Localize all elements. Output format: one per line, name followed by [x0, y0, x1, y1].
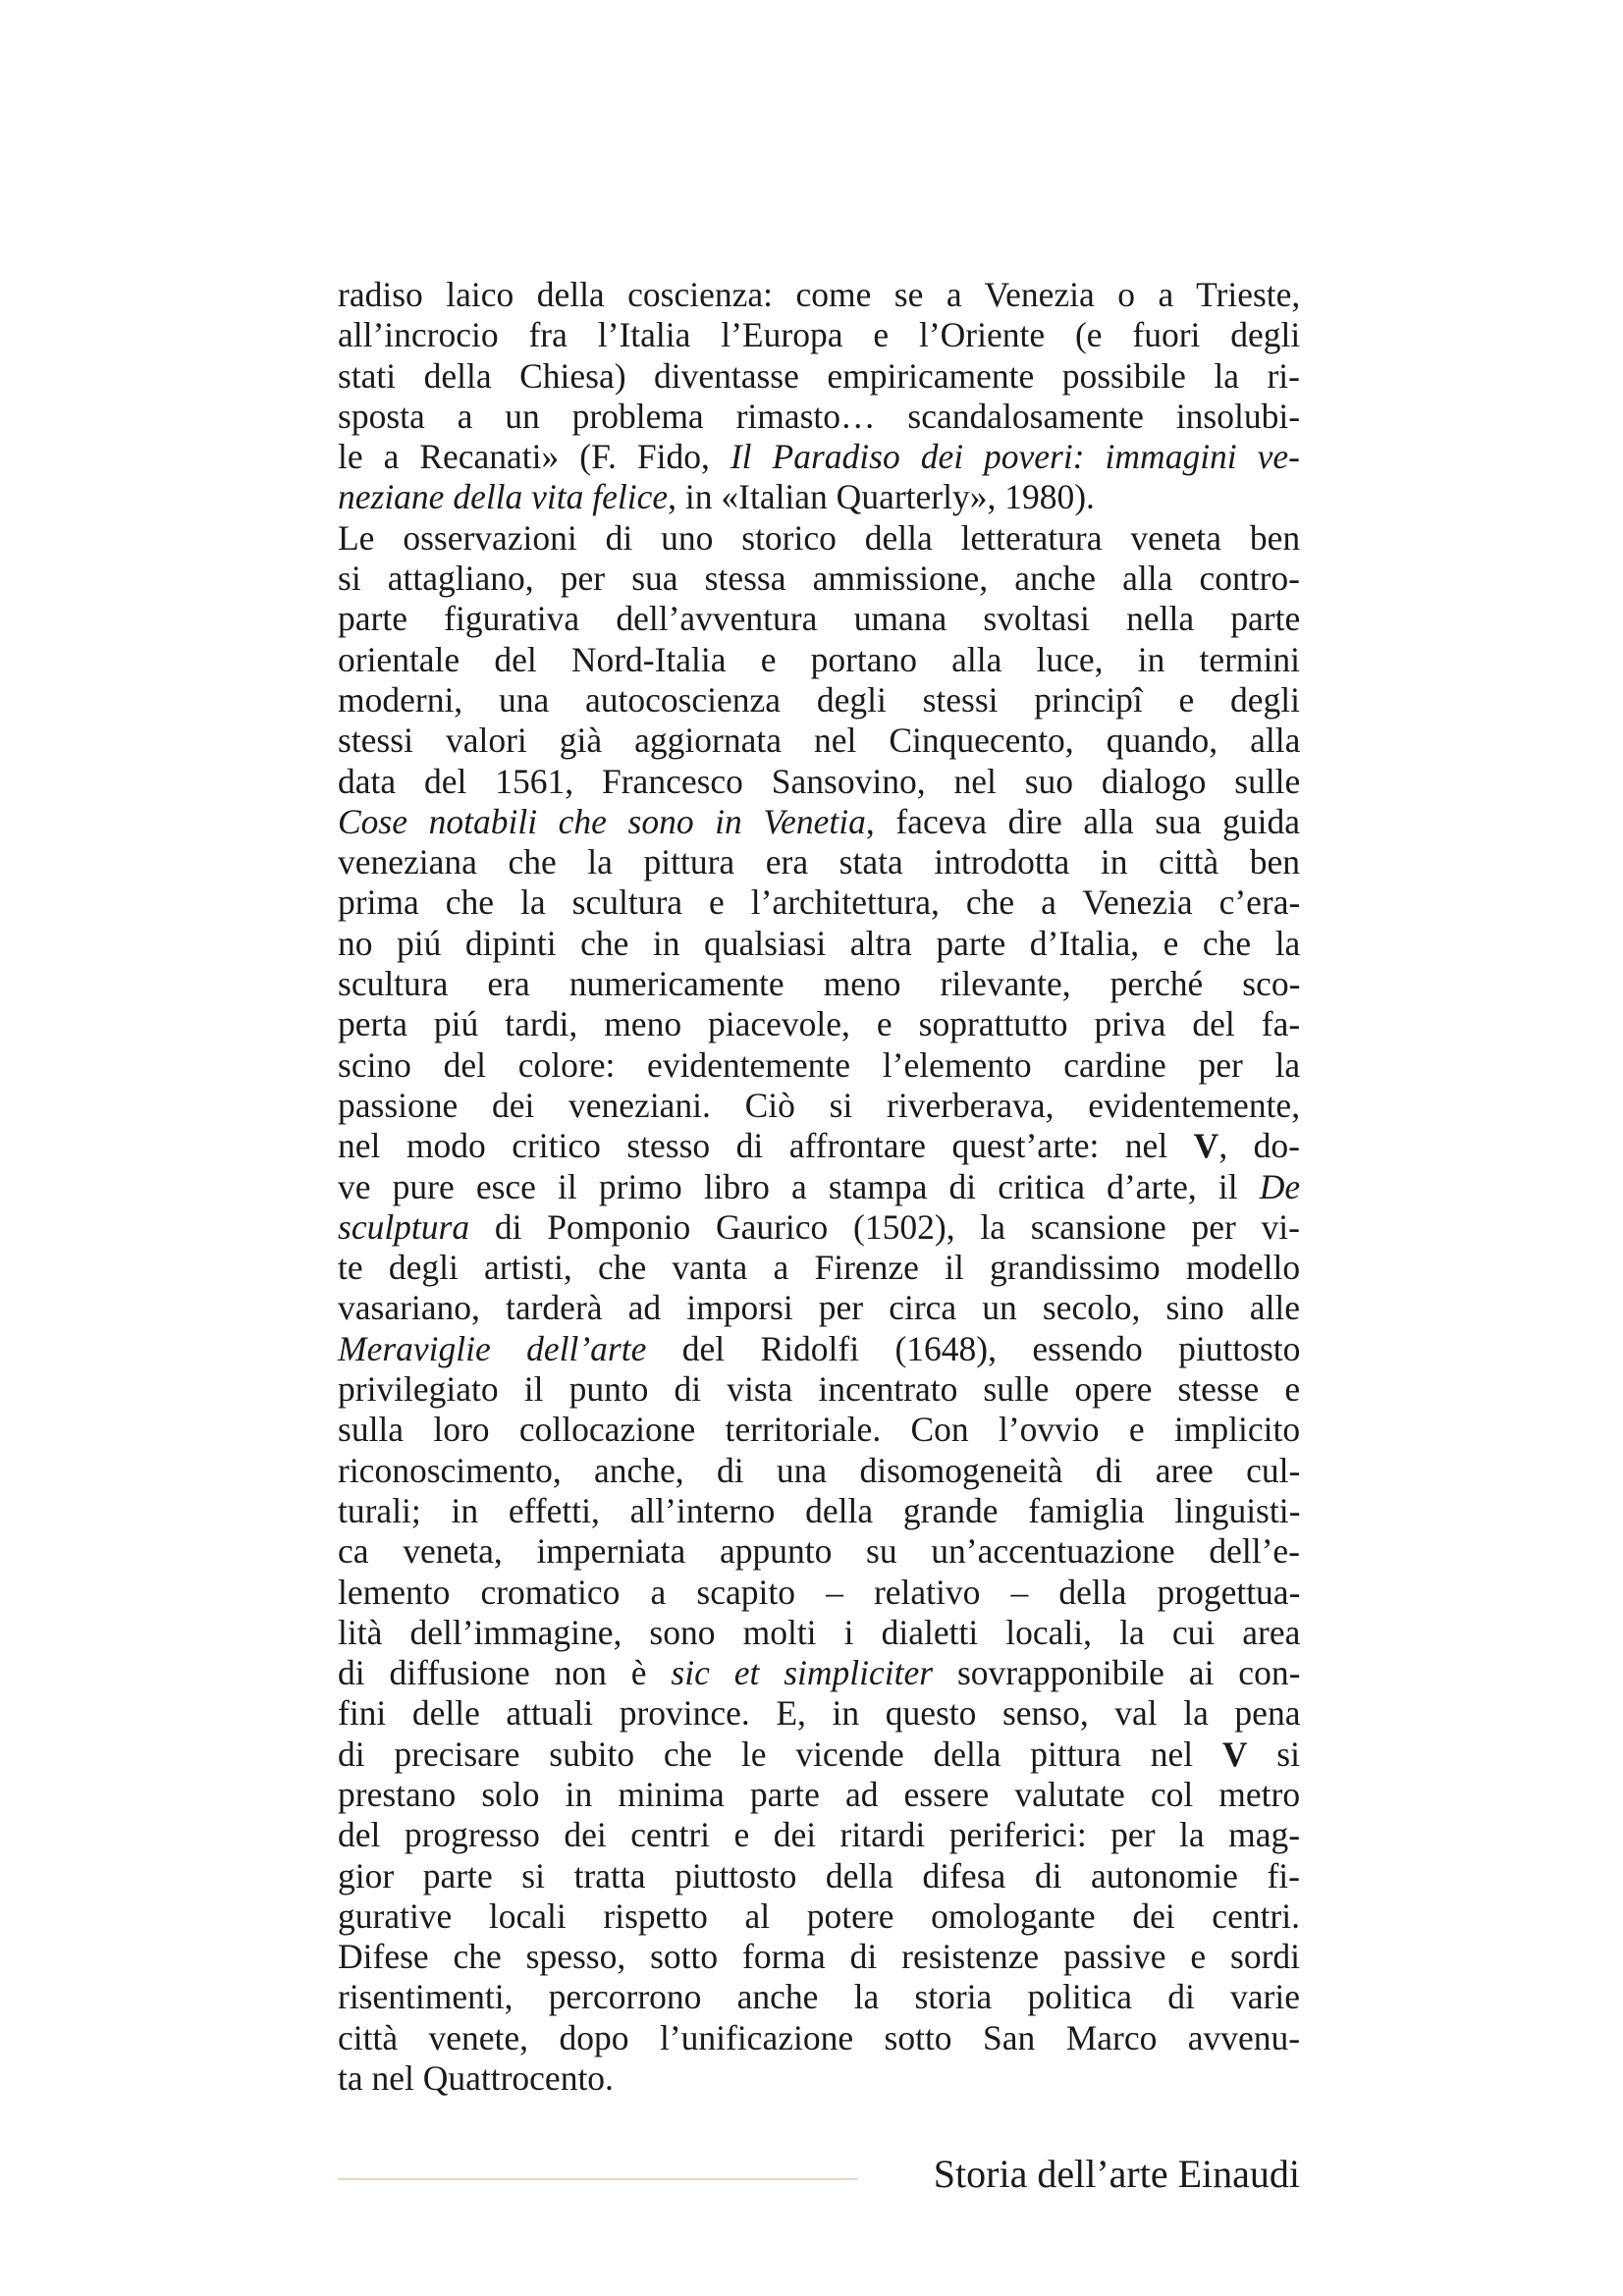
text-run: scino del colore: evidentemente l’elemento cardine per la	[338, 1044, 1301, 1085]
text-run: di precisare subito che le vicende della pittura nel	[338, 1734, 1222, 1774]
text-run: moderni, una autocoscienza degli stessi principî e degli	[338, 679, 1300, 720]
text-line	[338, 1004, 1300, 1044]
italic-text: neziane della vita felice	[338, 477, 669, 517]
text-line	[338, 1653, 1300, 1693]
text-run: radiso laico della coscienza: come se a Venezia o a Trieste,	[338, 275, 1301, 314]
text-line	[338, 842, 1300, 882]
footer-rule	[338, 2178, 858, 2180]
text-line	[338, 275, 1300, 315]
text-line	[338, 1815, 1300, 1855]
text-line	[338, 1369, 1300, 1410]
text-run: gurative locali rispetto al potere omologante dei centri.	[338, 1896, 1300, 1936]
text-line	[338, 802, 1300, 842]
footer-title: Storia dell’arte Einaudi	[933, 2152, 1300, 2196]
text-line	[338, 1086, 1300, 1126]
text-run: , in «Italian Quarterly», 1980).	[668, 477, 1095, 517]
italic-text: sic et simpliciter	[671, 1653, 934, 1693]
text-run: ta nel Quattrocento.	[338, 2058, 614, 2099]
text-run: turali; in effetti, all’interno della grande famiglia linguisti-	[338, 1490, 1301, 1530]
text-run: gior parte si tratta piuttosto della difesa di autonomie fi-	[338, 1855, 1300, 1896]
text-run: sulla loro collocazione territoriale. Con l’ovvio e implicito	[338, 1410, 1301, 1450]
text-run: prima che la scultura e l’architettura, che a Venezia c’era-	[338, 882, 1301, 923]
text-run: stessi valori già aggiornata nel Cinquecento, quando, alla	[338, 721, 1301, 761]
text-run: nel modo critico stesso di affrontare quest’arte: nel	[338, 1126, 1194, 1166]
text-run: all’incrocio fra l’Italia l’Europa e l’Oriente (e fuori degli	[338, 315, 1301, 355]
italic-text: De	[1259, 1166, 1301, 1206]
text-run: del Ridolfi (1648), essendo piuttosto	[646, 1328, 1301, 1368]
text-run: città venete, dopo l’unificazione sotto San Marco avvenu-	[338, 2017, 1301, 2057]
text-line	[338, 882, 1300, 923]
text-line	[338, 1451, 1300, 1491]
text-line	[338, 1410, 1300, 1450]
text-run: di diffusione non è	[338, 1653, 672, 1693]
text-line	[338, 599, 1300, 639]
text-run: Le osservazioni di uno storico della letteratura veneta ben	[338, 517, 1301, 558]
text-run: parte figurativa dell’avventura umana svoltasi nella parte	[338, 599, 1301, 639]
text-run: ca veneta, imperniata appunto su un’accentuazione dell’e-	[338, 1531, 1300, 1572]
text-run: no piú dipinti che in qualsiasi altra parte d’Italia, e che la	[338, 923, 1301, 963]
text-run: vasariano, tarderà ad imporsi per circa un secolo, sino alle	[338, 1288, 1301, 1328]
text-run: di Pomponio Gaurico (1502), la scansione per vi-	[469, 1206, 1300, 1247]
text-run: le a Recanati» (F. Fido,	[338, 437, 730, 477]
text-run: , do-	[1218, 1126, 1300, 1166]
text-line	[338, 1856, 1300, 1896]
bold-text: V	[1221, 1734, 1248, 1774]
text-run: te degli artisti, che vanta a Firenze il grandissimo modello	[338, 1248, 1301, 1288]
italic-text: Meraviglie dell’arte	[338, 1328, 647, 1368]
text-run: fini delle attuali province. E, in questo senso, val la pena	[338, 1693, 1301, 1734]
text-run: si attagliano, per sua stessa ammissione, anche alla contro-	[338, 559, 1300, 599]
text-line	[338, 762, 1300, 802]
text-line	[338, 1977, 1300, 2017]
body-text	[338, 275, 1300, 2099]
text-line	[338, 1613, 1300, 1653]
text-run: , faceva dire alla sua guida	[865, 801, 1300, 841]
text-line	[338, 1288, 1300, 1328]
text-run: scultura era numericamente meno rilevante, perché sco-	[338, 964, 1301, 1004]
text-line	[338, 397, 1300, 437]
bold-text: V	[1193, 1126, 1219, 1166]
text-line	[338, 477, 1300, 517]
text-line	[338, 1693, 1300, 1734]
text-run: lemento cromatico a scapito – relativo – della progettua-	[338, 1572, 1301, 1612]
italic-text: sculptura	[338, 1206, 470, 1247]
text-line	[338, 1491, 1300, 1531]
text-run: prestano solo in minima parte ad essere valutate col metro	[338, 1774, 1301, 1814]
text-line	[338, 518, 1300, 559]
text-line	[338, 640, 1300, 680]
text-run: Difese che spesso, sotto forma di resistenze passive e sordi	[338, 1937, 1301, 1977]
text-line	[338, 1126, 1300, 1166]
text-line	[338, 964, 1300, 1004]
text-line	[338, 1329, 1300, 1369]
text-line	[338, 1248, 1300, 1288]
text-run: sposta a un problema rimasto… scandalosamente insolubi-	[338, 396, 1301, 436]
text-line	[338, 1573, 1300, 1613]
text-run: stati della Chiesa) diventasse empiricamente possibile la ri-	[338, 355, 1300, 396]
text-run: data del 1561, Francesco Sansovino, nel suo dialogo sulle	[338, 761, 1301, 801]
text-line	[338, 1207, 1300, 1248]
text-run: sovrapponibile ai con-	[933, 1653, 1301, 1693]
text-run: passione dei veneziani. Ciò si riverberava, evidentemente,	[338, 1085, 1301, 1125]
text-line	[338, 559, 1300, 599]
italic-text: Cose notabili che sono in Venetia	[338, 801, 866, 841]
page-footer	[338, 2145, 1300, 2204]
text-line	[338, 721, 1300, 761]
text-line	[338, 1937, 1300, 1977]
text-line	[338, 315, 1300, 355]
text-line	[338, 2018, 1300, 2058]
text-line	[338, 2058, 1300, 2099]
text-line	[338, 1167, 1300, 1207]
text-line	[338, 1775, 1300, 1815]
text-run: lità dell’immagine, sono molti i dialetti locali, la cui area	[338, 1612, 1301, 1652]
text-line	[338, 356, 1300, 397]
text-run: riconoscimento, anche, di una disomogeneità di aree cul-	[338, 1450, 1301, 1490]
text-line	[338, 1531, 1300, 1572]
text-run: ve pure esce il primo libro a stampa di critica d’arte, il	[338, 1166, 1260, 1206]
text-run: orientale del Nord-Italia e portano alla luce, in termini	[338, 639, 1300, 679]
text-line	[338, 924, 1300, 964]
text-run: privilegiato il punto di vista incentrato sulle opere stesse e	[338, 1369, 1301, 1410]
text-line	[338, 680, 1300, 721]
text-line	[338, 1896, 1300, 1937]
text-line	[338, 1735, 1300, 1775]
text-run: risentimenti, percorrono anche la storia politica di varie	[338, 1977, 1300, 2017]
text-run: veneziana che la pittura era stata introdotta in città ben	[338, 842, 1300, 882]
text-line	[338, 437, 1300, 477]
text-line	[338, 1045, 1300, 1086]
italic-text: Il Paradiso dei poveri: immagini ve-	[730, 437, 1300, 477]
text-run: del progresso dei centri e dei ritardi periferici: per la mag-	[338, 1815, 1301, 1855]
text-run: perta piú tardi, meno piacevole, e soprattutto priva del fa-	[338, 1004, 1301, 1044]
text-run: si	[1247, 1734, 1300, 1774]
